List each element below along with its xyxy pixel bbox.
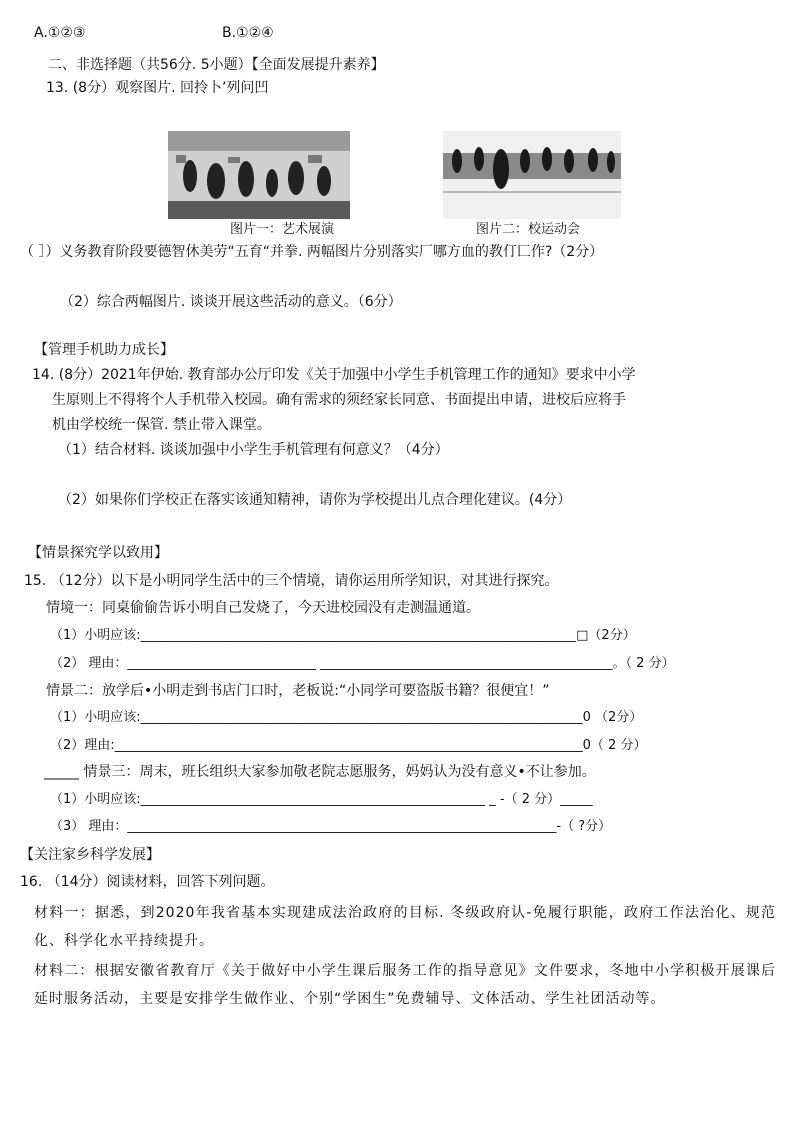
q13-heading: 13. (8分）观察图片. 回拎卜’列问凹 xyxy=(46,80,269,96)
material-one: 材料一：据悉，到2020年我省基本实现建成法治政府的目标. 冬级政府认-免履行职能，政府工作法治化、规范化、科学化水平持续提升。 xyxy=(34,905,776,949)
q14-line1: 14. (8分）2021年伊始. 教育部办公厅印发《关于加强中小学生手机管理工作的通知》要求中小学 xyxy=(32,367,636,383)
home-section-heading: 【关注家乡科学发展】 xyxy=(20,847,160,863)
scene3-answer: （1）小明应该:_____________________________________________________ _ -（ 2 分）_____ xyxy=(50,792,593,807)
phone-section-heading: 【管理手机助力成长】 xyxy=(34,342,174,358)
q16-heading: 16. （14分）阅读材料，回答下列问题。 xyxy=(20,874,275,890)
q15-heading: 15. （12分）以下是小明同学生活中的三个情境，请你运用所学知识，对其进行探究。 xyxy=(24,573,559,589)
scene1-reason: （2） 理由：_____________________________ _____________________________________________。（ 2 分） xyxy=(50,656,675,671)
scene1-text: 情境一：同桌偷偷告诉小明自己发烧了，今天进校园没有走测温通道。 xyxy=(46,600,480,616)
photo2-caption: 图片二：校运动会 xyxy=(476,222,581,237)
q13-part1: （ ］）义务教育阶段要德智休美劳“五育“并拳. 两幅图片分别落实厂哪方血的教仃匚作?（2分） xyxy=(20,244,604,260)
scene-section-heading: 【情景探究学以致用】 xyxy=(28,545,168,561)
q13-part2: （2）综合两幅图片. 谈谈开展这些活动的意义。（6分） xyxy=(60,294,402,310)
art-show-photo xyxy=(168,131,350,219)
scene1-answer: （1）小明应该:___________________________________________________________________□（2分） xyxy=(50,628,636,643)
scene2-answer: （1）小明应该:____________________________________________________________________0 （2分） xyxy=(50,710,643,725)
scene2-text: 情景二：放学后•小明走到书店门口时，老板说:“小同学可要盗版书籍？很便宜！” xyxy=(46,683,550,699)
option-a: A.①②③ xyxy=(34,25,86,41)
photo1-caption: 图片一：艺术展演 xyxy=(230,222,335,237)
q14-line3: 机由学校统一保管. 禁止带入课堂。 xyxy=(52,417,271,433)
material-two: 材料二：根据安徽省教育厅《关于做好中小学生课后服务工作的指导意见》文件要求，冬地中小学积极开展课后延时服务活动，主要是安排学生做作业、个别“学困生”免费辅导、文体活动、学生社团活动等。 xyxy=(34,963,776,1007)
q14-part1: （1）结合材料. 谈谈加强中小学生手机管理有何意义？（4分） xyxy=(58,442,449,458)
scene3-reason: （3） 理由：__________________________________________________________________-（ ?分） xyxy=(50,819,612,834)
section-title: 二、非选择题（共56分. 5小题）【全面发展提升素养】 xyxy=(48,57,385,73)
q14-part2: （2）如果你们学校正在落实该通知精神，请你为学校提出儿点合理化建议。(4分） xyxy=(58,492,572,508)
scene2-reason: （2）理由:________________________________________________________________________0（ 2 分） xyxy=(50,738,647,753)
option-b: B.①②④ xyxy=(222,25,274,41)
scene3-text: _____ 情景三：周末，班长组织大家参加敬老院志愿服务，妈妈认为没有意义•不让参加。 xyxy=(44,764,596,780)
sports-meet-photo xyxy=(443,131,621,219)
q14-line2: 生原则上不得将个人手机带入校园。确有需求的须经家长同意、书面提出申请，进校后应将手 xyxy=(52,392,626,408)
